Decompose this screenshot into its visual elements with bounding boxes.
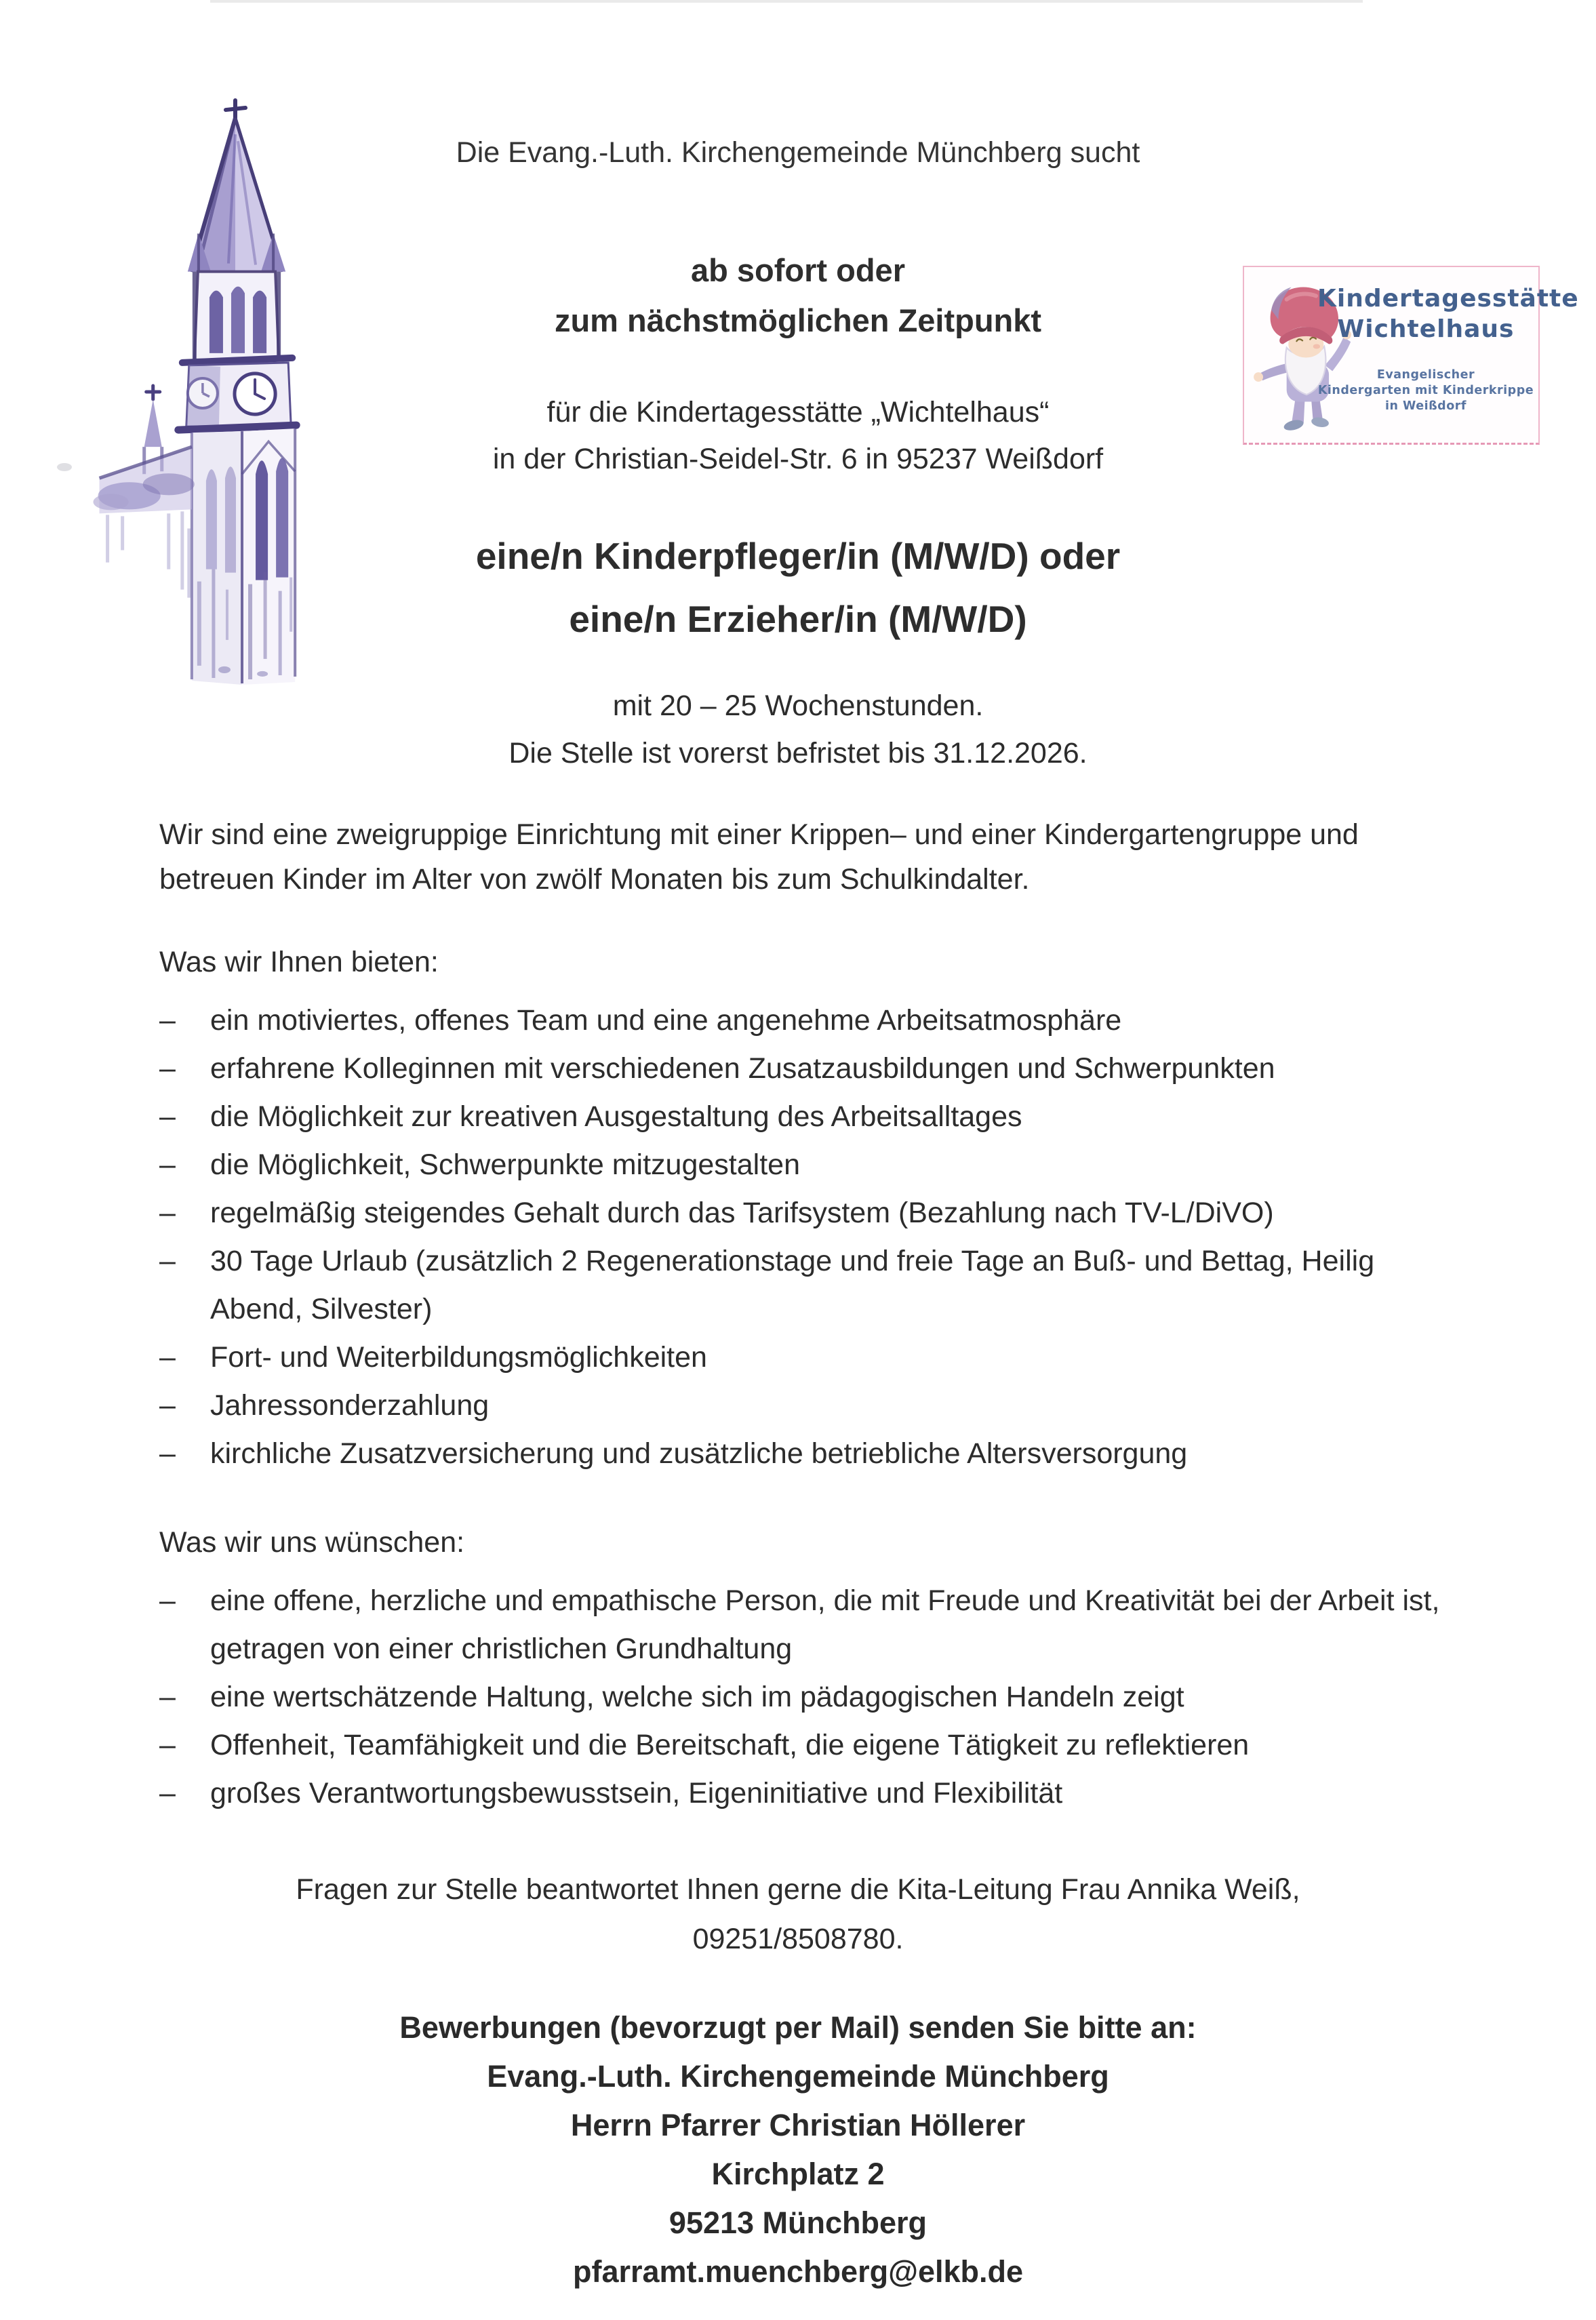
application-email: pfarramt.muenchberg@elkb.de — [572, 2254, 1024, 2289]
offer-item-text: die Möglichkeit zur kreativen Ausgestaltung des Arbeitsalltages — [210, 1100, 1022, 1133]
scan-artifact-smudge — [57, 463, 72, 471]
job-title-line1: eine/n Kinderpfleger/in (M/W/D) oder — [475, 535, 1121, 577]
logo-title-line1: Kindertagesstätte — [1317, 285, 1579, 313]
wish-list — [159, 1577, 1454, 1818]
application-block — [0, 2003, 1596, 2296]
offer-item-text: kirchliche Zusatzversicherung und zusätzliche betriebliche Altersversorgung — [210, 1437, 1188, 1470]
start-date-line2: zum nächstmöglichen Zeitpunkt — [554, 302, 1042, 338]
bullet-dash: – — [159, 1245, 176, 1277]
offer-item — [159, 1045, 1454, 1093]
church-watercolor-illustration — [87, 94, 386, 692]
offer-item — [159, 1141, 1454, 1189]
offer-item — [159, 1093, 1454, 1141]
start-date-line1: ab sofort oder — [691, 252, 905, 288]
offer-item — [159, 1334, 1454, 1382]
offer-item-text: die Möglichkeit, Schwerpunkte mitzugestalten — [210, 1148, 800, 1181]
hours-block — [0, 682, 1596, 777]
logo-subtitle-line2: Kindergarten mit Kinderkrippe — [1317, 384, 1534, 397]
offer-item-text: Fort- und Weiterbildungsmöglichkeiten — [210, 1341, 707, 1374]
wish-item — [159, 1721, 1454, 1769]
application-org: Evang.-Luth. Kirchengemeinde Münchberg — [487, 2059, 1109, 2094]
application-street: Kirchplatz 2 — [711, 2157, 885, 2191]
offer-item — [159, 1189, 1454, 1237]
wish-item — [159, 1673, 1454, 1721]
bullet-dash: – — [159, 1777, 176, 1809]
wish-item-text: Offenheit, Teamfähigkeit und die Bereitschaft, die eigene Tätigkeit zu reflektieren — [210, 1729, 1250, 1761]
wish-heading: Was wir uns wünschen: — [159, 1526, 465, 1559]
bullet-dash: – — [159, 1197, 176, 1229]
bullet-dash: – — [159, 1437, 176, 1470]
bullet-dash: – — [159, 1341, 176, 1374]
questions-phone: 09251/8508780. — [692, 1923, 904, 1955]
bullet-dash: – — [159, 1729, 176, 1761]
bullet-dash: – — [159, 1389, 176, 1422]
offer-item — [159, 1237, 1454, 1334]
wish-item — [159, 1577, 1454, 1673]
logo-subtitle-line1: Evangelischer — [1376, 368, 1475, 382]
hours-line2: Die Stelle ist vorerst befristet bis 31.12.2026. — [508, 737, 1088, 769]
wish-item-text: eine offene, herzliche und empathische Person, die mit Freude und Kreativität bei der Arbeit ist, getragen von einer christlichen Grundhaltung — [210, 1584, 1440, 1665]
offer-item-text: 30 Tage Urlaub (zusätzlich 2 Regenerationstage und freie Tage an Buß- und Bettag, Heilig Abend, Silvester) — [210, 1245, 1375, 1325]
offer-item — [159, 1430, 1454, 1478]
wish-item — [159, 1769, 1454, 1818]
bullet-dash: – — [159, 1052, 176, 1085]
bullet-dash: – — [159, 1584, 176, 1617]
bullet-dash: – — [159, 1100, 176, 1133]
offer-item-text: regelmäßig steigendes Gehalt durch das Tarifsystem (Bezahlung nach TV-L/DiVO) — [210, 1197, 1274, 1229]
location-line2: in der Christian-Seidel-Str. 6 in 95237 Weißdorf — [492, 443, 1104, 475]
offer-list — [159, 997, 1454, 1478]
logo-title-line2: Wichtelhaus — [1337, 315, 1515, 343]
offer-heading: Was wir Ihnen bieten: — [159, 946, 439, 978]
application-person: Herrn Pfarrer Christian Höllerer — [570, 2108, 1026, 2142]
logo-subtitle-line3: in Weißdorf — [1385, 399, 1467, 413]
offer-item — [159, 997, 1454, 1045]
bullet-dash: – — [159, 1148, 176, 1181]
header-line: Die Evang.-Luth. Kirchengemeinde Münchberg sucht — [456, 136, 1140, 169]
hours-line1: mit 20 – 25 Wochenstunden. — [612, 689, 984, 722]
scan-artifact-line — [210, 0, 1363, 3]
offer-item-text: Jahressonderzahlung — [210, 1389, 490, 1422]
questions-block — [0, 1865, 1596, 1964]
location-line1: für die Kindertagesstätte „Wichtelhaus“ — [546, 396, 1050, 428]
bullet-dash: – — [159, 1004, 176, 1037]
offer-item-text: erfahrene Kolleginnen mit verschiedenen Zusatzausbildungen und Schwerpunkten — [210, 1052, 1275, 1085]
application-intro: Bewerbungen (bevorzugt per Mail) senden Sie bitte an: — [399, 2010, 1197, 2045]
offer-item-text: ein motiviertes, offenes Team und eine angenehme Arbeitsatmosphäre — [210, 1004, 1122, 1037]
kita-logo — [1243, 266, 1579, 445]
bullet-dash: – — [159, 1681, 176, 1713]
wish-item-text: eine wertschätzende Haltung, welche sich im pädagogischen Handeln zeigt — [210, 1681, 1184, 1713]
job-title-line2: eine/n Erzieher/in (M/W/D) — [569, 598, 1027, 640]
wish-item-text: großes Verantwortungsbewusstsein, Eigeninitiative und Flexibilität — [210, 1777, 1063, 1809]
kita-logo-text — [1317, 283, 1579, 414]
application-city: 95213 Münchberg — [669, 2205, 927, 2240]
intro-paragraph: Wir sind eine zweigruppige Einrichtung mit einer Krippen– und einer Kindergartengruppe und betreuen Kinder im Alter von zwölf Monaten bis zum Schulkindalter. — [159, 818, 1359, 896]
questions-line1: Fragen zur Stelle beantwortet Ihnen gerne die Kita-Leitung Frau Annika Weiß, — [296, 1873, 1300, 1906]
offer-item — [159, 1382, 1454, 1430]
